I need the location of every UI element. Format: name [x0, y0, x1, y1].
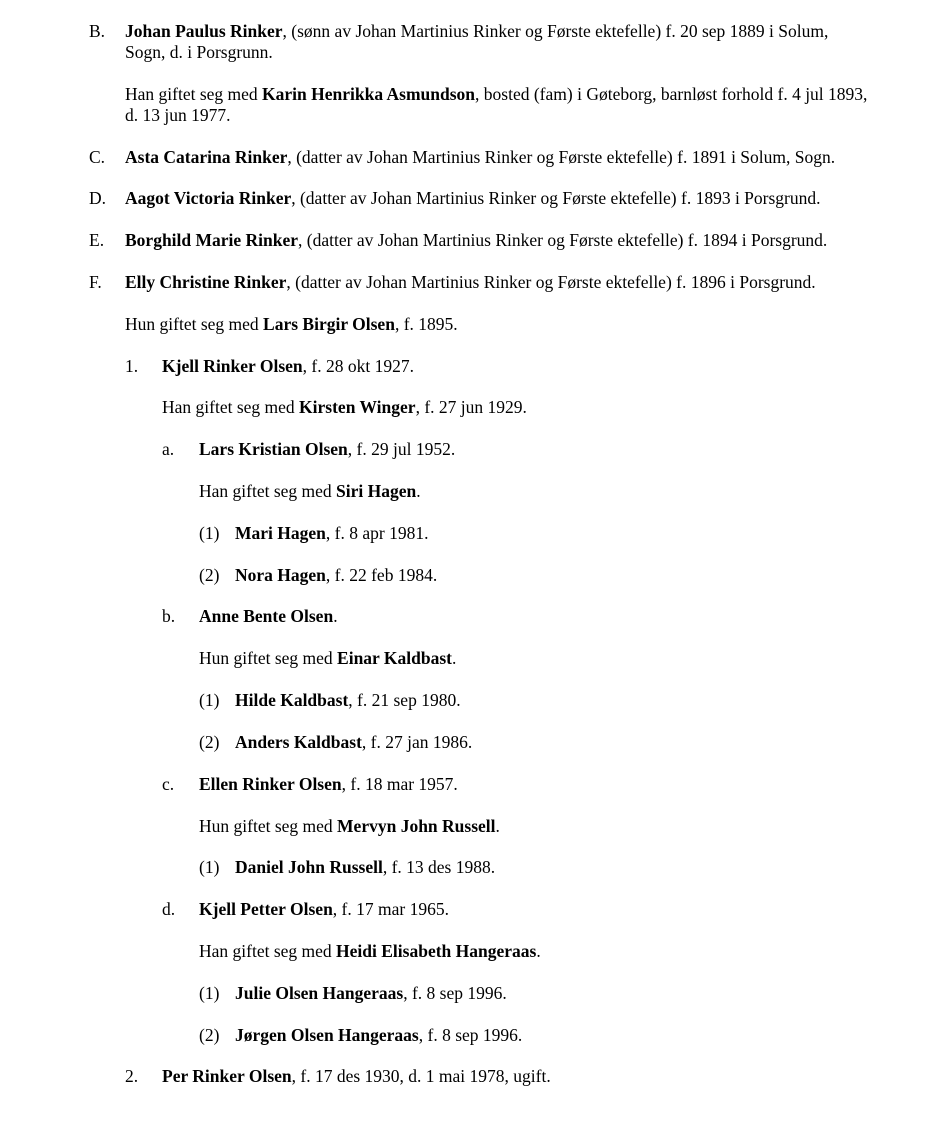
spouse-name: Kirsten Winger — [299, 397, 416, 417]
child-1: Kjell Rinker Olsen, f. 28 okt 1927. — [162, 356, 414, 376]
greatgrandchild: Hilde Kaldbast, f. 21 sep 1980. — [235, 690, 461, 710]
greatgrandchild: Nora Hagen, f. 22 feb 1984. — [235, 565, 438, 585]
grandchild-b: Anne Bente Olsen. — [199, 606, 338, 626]
greatgrandchild: Anders Kaldbast, f. 27 jan 1986. — [235, 732, 473, 752]
greatgrandchild: Jørgen Olsen Hangeraas, f. 8 sep 1996. — [235, 1025, 523, 1045]
person-name: Borghild Marie Rinker — [125, 230, 299, 250]
child-2: Per Rinker Olsen, f. 17 des 1930, d. 1 mai 1978, ugift. — [162, 1066, 551, 1086]
grandchild-c: Ellen Rinker Olsen, f. 18 mar 1957. — [199, 774, 458, 794]
spouse-name: Lars Birgir Olsen — [263, 314, 395, 334]
entry-e: Borghild Marie Rinker, (datter av Johan Martinius Rinker og Første ektefelle) f. 1894 i Porsgrund. — [125, 230, 828, 250]
entry-d: Aagot Victoria Rinker, (datter av Johan Martinius Rinker og Første ektefelle) f. 1893 i Porsgrund. — [125, 188, 821, 208]
greatgrandchild-label: (1) — [199, 523, 220, 543]
person-name: Kjell Petter Olsen — [199, 899, 333, 919]
person-name: Elly Christine Rinker — [125, 272, 287, 292]
spouse-name: Siri Hagen — [336, 481, 417, 501]
person-name: Per Rinker Olsen — [162, 1066, 292, 1086]
entry-label-c: C. — [89, 147, 106, 167]
person-name: Hilde Kaldbast — [235, 690, 349, 710]
entry-f: Elly Christine Rinker, (datter av Johan Martinius Rinker og Første ektefelle) f. 1896 i Porsgrund. — [125, 272, 816, 292]
greatgrandchild-label: (2) — [199, 565, 220, 585]
person-name: Lars Kristian Olsen — [199, 439, 348, 459]
child-label-1: 1. — [125, 356, 139, 376]
person-name: Asta Catarina Rinker — [125, 147, 288, 167]
entry-c: Asta Catarina Rinker, (datter av Johan Martinius Rinker og Første ektefelle) f. 1891 i Solum, Sogn. — [125, 147, 836, 167]
person-name: Johan Paulus Rinker — [125, 21, 283, 41]
person-name: Julie Olsen Hangeraas — [235, 983, 404, 1003]
grandchild-label-b: b. — [162, 606, 176, 626]
greatgrandchild-label: (2) — [199, 1025, 220, 1045]
marriage-child-1: Han giftet seg med Kirsten Winger, f. 27 jun 1929. — [162, 397, 527, 417]
marriage-f: Hun giftet seg med Lars Birgir Olsen, f. 1895. — [125, 314, 458, 334]
person-name: Anne Bente Olsen — [199, 606, 334, 626]
person-name: Aagot Victoria Rinker — [125, 188, 292, 208]
person-name: Nora Hagen — [235, 565, 326, 585]
grandchild-label-c: c. — [162, 774, 175, 794]
greatgrandchild: Julie Olsen Hangeraas, f. 8 sep 1996. — [235, 983, 507, 1003]
greatgrandchild-label: (2) — [199, 732, 220, 752]
person-name: Mari Hagen — [235, 523, 326, 543]
greatgrandchild-label: (1) — [199, 857, 220, 877]
entry-label-e: E. — [89, 230, 105, 250]
child-label-2: 2. — [125, 1066, 139, 1086]
spouse-name: Mervyn John Russell — [337, 816, 496, 836]
greatgrandchild: Mari Hagen, f. 8 apr 1981. — [235, 523, 429, 543]
greatgrandchild-label: (1) — [199, 983, 220, 1003]
entry-label-d: D. — [89, 188, 107, 208]
marriage-grandchild-b: Hun giftet seg med Einar Kaldbast. — [199, 648, 457, 668]
spouse-name: Heidi Elisabeth Hangeraas — [336, 941, 537, 961]
marriage-grandchild-c: Hun giftet seg med Mervyn John Russell. — [199, 816, 500, 836]
person-name: Kjell Rinker Olsen — [162, 356, 303, 376]
grandchild-label-a: a. — [162, 439, 175, 459]
greatgrandchild-label: (1) — [199, 690, 220, 710]
spouse-name: Einar Kaldbast — [337, 648, 452, 668]
spouse-name: Karin Henrikka Asmundson — [262, 84, 476, 104]
marriage-b: Han giftet seg med Karin Henrikka Asmundson, bosted (fam) i Gøteborg, barnløst forhold f. 4 jul 1893, d. 13 jun 1977. — [125, 84, 868, 125]
person-name: Ellen Rinker Olsen — [199, 774, 342, 794]
grandchild-d: Kjell Petter Olsen, f. 17 mar 1965. — [199, 899, 449, 919]
person-name: Jørgen Olsen Hangeraas — [235, 1025, 419, 1045]
entry-b: Johan Paulus Rinker, (sønn av Johan Martinius Rinker og Første ektefelle) f. 20 sep 1889 i Solum, Sogn, d. i Porsgrunn. — [125, 21, 829, 62]
greatgrandchild: Daniel John Russell, f. 13 des 1988. — [235, 857, 496, 877]
marriage-grandchild-a: Han giftet seg med Siri Hagen. — [199, 481, 421, 501]
entry-label-f: F. — [89, 272, 102, 292]
entry-label-b: B. — [89, 21, 106, 41]
marriage-grandchild-d: Han giftet seg med Heidi Elisabeth Hangeraas. — [199, 941, 541, 961]
person-name: Anders Kaldbast — [235, 732, 362, 752]
grandchild-a: Lars Kristian Olsen, f. 29 jul 1952. — [199, 439, 456, 459]
grandchild-label-d: d. — [162, 899, 176, 919]
person-name: Daniel John Russell — [235, 857, 383, 877]
